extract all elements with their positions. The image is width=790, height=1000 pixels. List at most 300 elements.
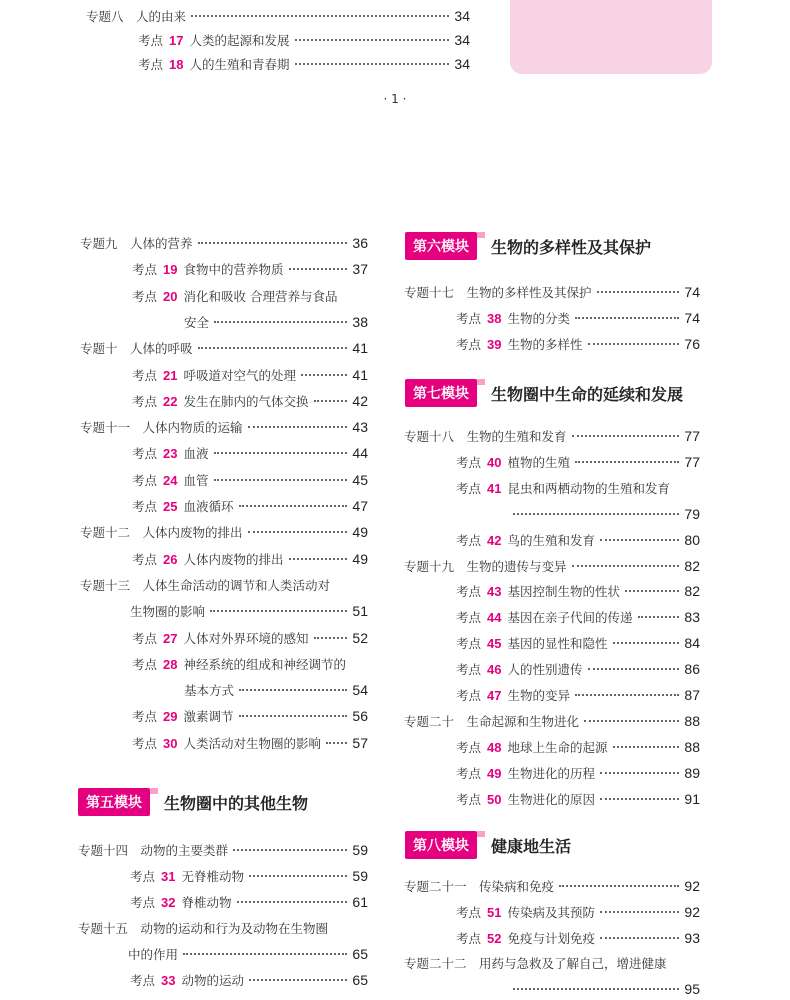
chapter-title: 专题二十 生命起源和生物进化 — [404, 713, 580, 729]
topic-row — [456, 901, 700, 923]
page-ref: 80 — [684, 531, 700, 548]
topic-number: 19 — [163, 262, 178, 278]
leader-dots — [326, 742, 347, 744]
topic-label — [456, 309, 570, 327]
topic-row — [132, 442, 368, 464]
topic-row — [456, 451, 700, 473]
topic-title: 人类活动对生物圈的影响 — [183, 735, 321, 751]
topic-number: 25 — [163, 499, 178, 514]
topic-number: 26 — [163, 551, 178, 567]
page-ref: 42 — [352, 392, 368, 409]
topic-prefix: 考点 — [132, 446, 158, 462]
page-ref: 34 — [454, 56, 470, 72]
page-ref: 34 — [454, 8, 470, 24]
leader-dots — [233, 849, 347, 851]
topic-row — [138, 53, 470, 75]
topic-prefix: 考点 — [456, 584, 482, 600]
topic-title: 呼吸道对空气的处理 — [183, 367, 296, 383]
topic-prefix: 考点 — [456, 688, 482, 703]
chapter-title: 专题十三 人体生命活动的调节和人类活动对 — [80, 577, 331, 593]
topic-row — [132, 390, 368, 412]
page-ref: 92 — [684, 903, 700, 920]
topic-title: 人体对外界环境的感知 — [183, 630, 309, 646]
topic-row — [132, 548, 368, 570]
chapter-title: 专题九 人体的营养 — [80, 236, 193, 251]
page-ref: 92 — [684, 878, 700, 894]
chapter-row — [80, 232, 368, 254]
chapter-row — [404, 425, 700, 447]
topic-row — [132, 732, 368, 754]
leader-dots — [183, 953, 347, 955]
leader-dots — [638, 616, 680, 618]
leader-dots — [575, 317, 679, 319]
topic-title-continued: 基本方式 — [184, 683, 235, 699]
leader-dots — [249, 875, 347, 877]
topic-number: 21 — [163, 367, 178, 383]
topic-title: 基因在亲子代间的传递 — [507, 610, 633, 626]
module-tag: 第五模块 — [78, 788, 150, 816]
page-ref: 74 — [684, 310, 700, 326]
topic-row-continued — [508, 978, 700, 1000]
topic-title: 激素调节 — [183, 709, 234, 725]
topic-prefix: 考点 — [138, 33, 164, 48]
topic-label — [456, 903, 595, 921]
leader-dots — [600, 539, 679, 541]
chapter-title: 专题十五 动物的运动和行为及动物在生物圈 — [78, 921, 329, 936]
page-ref: 91 — [684, 790, 700, 807]
topic-label — [456, 790, 595, 808]
topic-title: 人体内废物的排出 — [183, 551, 284, 567]
topic-title: 地球上生命的起源 — [507, 739, 608, 755]
page-ref: 76 — [684, 336, 700, 352]
topic-row — [456, 333, 700, 355]
topic-label — [132, 497, 234, 515]
leader-dots — [249, 979, 347, 981]
topic-row-continued — [184, 311, 368, 333]
topic-number: 23 — [163, 446, 178, 462]
topic-label — [132, 366, 296, 384]
module-title: 健康地生活 — [491, 836, 572, 856]
topic-row — [456, 684, 700, 706]
chapter-row — [78, 839, 368, 861]
leader-dots — [600, 772, 679, 774]
module-tag: 第七模块 — [405, 379, 477, 407]
leader-dots — [584, 720, 679, 722]
topic-row — [130, 969, 368, 991]
page-ref: 47 — [352, 498, 368, 514]
topic-prefix: 考点 — [132, 393, 158, 409]
topic-prefix: 考点 — [456, 765, 482, 781]
module-5-header — [78, 788, 308, 816]
chapter-row-continued — [130, 600, 368, 622]
topic-label — [456, 608, 633, 626]
topic-number: 29 — [163, 709, 178, 725]
leader-dots — [295, 39, 450, 41]
topic-title: 人类的起源和发展 — [189, 33, 290, 48]
topic-number: 44 — [487, 610, 502, 626]
topic-row-continued — [508, 503, 700, 525]
page-ref: 89 — [684, 764, 700, 781]
leader-dots — [559, 885, 679, 887]
leader-dots — [572, 565, 680, 567]
page-ref: 65 — [352, 946, 368, 962]
page-ref: 93 — [684, 929, 700, 946]
leader-dots — [613, 642, 680, 644]
topic-title: 无脊椎动物 — [181, 869, 244, 884]
chapter-title-continued: 中的作用 — [128, 947, 179, 962]
leader-dots — [210, 610, 347, 612]
leader-dots — [248, 426, 348, 428]
leader-dots — [248, 531, 348, 533]
chapter-row — [86, 5, 470, 27]
page-ref: 52 — [352, 629, 368, 646]
topic-number: 24 — [163, 472, 178, 488]
chapter-title: 专题二十二 用药与急救及了解自己，增进健康 — [404, 956, 667, 972]
module-title: 生物的多样性及其保护 — [491, 237, 652, 257]
topic-label — [138, 55, 290, 73]
leader-dots — [314, 637, 348, 639]
topic-number: 41 — [487, 480, 502, 496]
topic-number: 43 — [487, 584, 502, 600]
topic-number: 39 — [487, 337, 502, 352]
topic-label — [130, 971, 244, 989]
topic-title: 人的生殖和青春期 — [189, 57, 290, 72]
module-7-header — [405, 379, 683, 407]
topic-row — [132, 653, 368, 675]
page-ref: 65 — [352, 972, 368, 988]
topic-label — [132, 629, 309, 647]
page-ref: 57 — [352, 734, 368, 751]
topic-row — [132, 469, 368, 491]
page-ref: 38 — [352, 313, 368, 330]
chapter-row — [404, 710, 700, 732]
topic-number: 51 — [487, 904, 502, 920]
topic-label — [456, 764, 595, 782]
topic-number: 20 — [163, 288, 178, 304]
page-ref: 41 — [352, 340, 368, 357]
topic-label — [132, 734, 321, 752]
topic-number: 33 — [161, 973, 176, 988]
leader-dots — [289, 268, 348, 270]
topic-prefix: 考点 — [132, 630, 158, 646]
page-ref: 59 — [352, 842, 368, 858]
topic-title: 昆虫和两栖动物的生殖和发育 — [507, 480, 670, 496]
topic-title: 食物中的营养物质 — [183, 262, 284, 278]
topic-label — [132, 444, 209, 462]
topic-title: 血管 — [183, 472, 209, 488]
page-ref: 88 — [684, 712, 700, 729]
page-ref: 95 — [684, 981, 700, 998]
page-ref: 84 — [684, 635, 700, 652]
topic-prefix: 考点 — [132, 499, 158, 514]
topic-row — [130, 865, 368, 887]
leader-dots — [198, 347, 348, 349]
topic-number: 49 — [487, 765, 502, 781]
leader-dots — [214, 479, 348, 481]
topic-title: 生物的多样性 — [507, 337, 583, 352]
page-ref: 34 — [454, 32, 470, 48]
topic-label — [132, 471, 209, 489]
topic-prefix: 考点 — [456, 311, 482, 326]
chapter-title: 专题十 人体的呼吸 — [80, 341, 193, 357]
topic-title-continued: 安全 — [184, 314, 210, 330]
topic-title: 传染病及其预防 — [507, 904, 595, 920]
topic-number: 30 — [163, 735, 178, 751]
topic-prefix: 考点 — [456, 480, 482, 496]
leader-dots — [600, 911, 679, 913]
leader-dots — [513, 513, 679, 515]
topic-label — [130, 893, 232, 911]
page-ref: 44 — [352, 445, 368, 462]
topic-label — [456, 479, 670, 497]
page-ref: 87 — [684, 687, 700, 703]
module-tag: 第六模块 — [405, 232, 477, 260]
topic-number: 17 — [169, 33, 184, 48]
topic-row — [132, 627, 368, 649]
topic-prefix: 考点 — [456, 636, 482, 652]
topic-prefix: 考点 — [132, 288, 158, 304]
topic-prefix: 考点 — [130, 895, 156, 910]
topic-label — [138, 31, 290, 49]
topic-label — [456, 660, 583, 678]
page-ref: 82 — [684, 583, 700, 600]
topic-prefix: 考点 — [132, 656, 158, 672]
page-ref: 77 — [684, 453, 700, 470]
topic-row — [456, 736, 700, 758]
page-ref: 51 — [352, 603, 368, 620]
module-tag: 第八模块 — [405, 831, 477, 859]
topic-row — [456, 632, 700, 654]
topic-row — [456, 307, 700, 329]
topic-number: 47 — [487, 688, 502, 703]
topic-label — [456, 738, 608, 756]
leader-dots — [613, 746, 680, 748]
topic-label — [456, 582, 620, 600]
page-ref: 79 — [684, 505, 700, 522]
chapter-row — [80, 416, 368, 438]
chapter-row-continued — [128, 943, 368, 965]
page-ref: 59 — [352, 868, 368, 884]
chapter-title: 专题八 人的由来 — [86, 9, 187, 24]
module-6-header — [405, 232, 651, 260]
topic-prefix: 考点 — [456, 337, 482, 352]
topic-title: 消化和吸收 合理营养与食品 — [183, 288, 338, 304]
topic-number: 50 — [487, 791, 502, 807]
topic-row — [456, 762, 700, 784]
topic-label — [132, 287, 337, 305]
leader-dots — [237, 901, 348, 903]
topic-prefix: 考点 — [132, 551, 158, 567]
page-ref: 74 — [684, 284, 700, 300]
topic-row-continued — [184, 679, 368, 701]
leader-dots — [301, 374, 347, 376]
topic-label — [132, 707, 234, 725]
topic-prefix: 考点 — [132, 472, 158, 488]
topic-row — [132, 495, 368, 517]
chapter-title: 专题十四 动物的主要类群 — [78, 843, 229, 858]
page-number: · 1 · — [383, 92, 407, 106]
topic-title: 生物的变异 — [507, 688, 570, 703]
module-8-header — [405, 831, 571, 859]
leader-dots — [214, 452, 348, 454]
chapter-row — [404, 281, 700, 303]
topic-label — [456, 634, 608, 652]
topic-prefix: 考点 — [456, 610, 482, 626]
topic-number: 38 — [487, 311, 502, 326]
topic-title: 人的性别遗传 — [507, 662, 583, 678]
leader-dots — [588, 668, 680, 670]
topic-title: 基因控制生物的性状 — [507, 584, 620, 600]
page-ref: 82 — [684, 557, 700, 574]
topic-prefix: 考点 — [456, 532, 482, 548]
topic-row — [456, 927, 700, 949]
topic-label — [130, 867, 244, 885]
topic-prefix: 考点 — [456, 662, 482, 678]
topic-prefix: 考点 — [130, 973, 156, 988]
topic-number: 31 — [161, 869, 176, 884]
topic-title: 免疫与计划免疫 — [507, 930, 595, 946]
topic-prefix: 考点 — [456, 904, 482, 920]
chapter-row — [80, 337, 368, 359]
chapter-row — [404, 555, 700, 577]
topic-title: 鸟的生殖和发育 — [507, 532, 595, 548]
topic-prefix: 考点 — [132, 735, 158, 751]
topic-label — [456, 453, 570, 471]
topic-row — [456, 658, 700, 680]
topic-row — [130, 891, 368, 913]
topic-title: 生物进化的历程 — [507, 765, 595, 781]
topic-number: 28 — [163, 656, 178, 672]
page-ref: 37 — [352, 261, 368, 278]
chapter-title: 专题十一 人体内物质的运输 — [80, 420, 243, 436]
page-ref: 43 — [352, 419, 368, 436]
module-title: 生物圈中的其他生物 — [164, 793, 309, 813]
leader-dots — [239, 715, 348, 717]
page-ref: 61 — [352, 894, 368, 910]
topic-label — [132, 655, 346, 673]
chapter-title: 专题十八 生物的生殖和发育 — [404, 429, 567, 444]
topic-label — [132, 260, 284, 278]
topic-prefix: 考点 — [456, 454, 482, 470]
topic-row — [456, 788, 700, 810]
leader-dots — [588, 343, 680, 345]
topic-row — [132, 258, 368, 280]
page-ref: 49 — [352, 550, 368, 567]
topic-row — [456, 477, 700, 499]
leader-dots — [513, 988, 679, 990]
leader-dots — [572, 435, 680, 437]
chapter-row — [80, 574, 368, 596]
topic-number: 42 — [487, 532, 502, 548]
page-ref: 56 — [352, 708, 368, 725]
chapter-row — [404, 875, 700, 897]
topic-title: 发生在肺内的气体交换 — [183, 393, 309, 409]
topic-prefix: 考点 — [456, 791, 482, 807]
leader-dots — [295, 63, 450, 65]
leader-dots — [575, 461, 679, 463]
leader-dots — [214, 321, 347, 323]
page-ref: 88 — [684, 738, 700, 755]
topic-prefix: 考点 — [132, 367, 158, 383]
topic-number: 32 — [161, 895, 176, 910]
leader-dots — [597, 291, 680, 293]
leader-dots — [239, 505, 348, 507]
chapter-title: 专题十二 人体内废物的排出 — [80, 525, 243, 541]
topic-title: 生物的分类 — [507, 311, 570, 326]
page-ref: 77 — [684, 428, 700, 444]
decorative-pink-panel — [510, 0, 712, 74]
topic-row — [456, 580, 700, 602]
topic-number: 27 — [163, 630, 178, 646]
topic-row — [132, 285, 368, 307]
topic-label — [456, 686, 570, 704]
chapter-title: 专题二十一 传染病和免疫 — [404, 879, 555, 894]
page-ref: 36 — [352, 235, 368, 251]
topic-label — [456, 335, 583, 353]
topic-number: 52 — [487, 930, 502, 946]
topic-row — [456, 529, 700, 551]
topic-prefix: 考点 — [456, 739, 482, 755]
topic-prefix: 考点 — [130, 869, 156, 884]
page-ref: 54 — [352, 682, 368, 699]
chapter-row — [404, 952, 700, 974]
topic-prefix: 考点 — [456, 930, 482, 946]
leader-dots — [625, 590, 679, 592]
leader-dots — [239, 689, 347, 691]
topic-title: 动物的运动 — [181, 973, 244, 988]
leader-dots — [600, 937, 679, 939]
topic-title: 生物进化的原因 — [507, 791, 595, 807]
chapter-title-continued: 生物圈的影响 — [130, 604, 206, 620]
leader-dots — [600, 798, 679, 800]
chapter-title: 专题十九 生物的遗传与变异 — [404, 558, 567, 574]
topic-title: 植物的生殖 — [507, 454, 570, 470]
module-title: 生物圈中生命的延续和发展 — [491, 384, 684, 404]
topic-label — [456, 531, 595, 549]
page-ref: 49 — [352, 524, 368, 541]
chapter-row — [80, 521, 368, 543]
leader-dots — [191, 15, 449, 17]
page-ref: 86 — [684, 661, 700, 678]
leader-dots — [314, 400, 348, 402]
page-ref: 41 — [352, 366, 368, 383]
topic-number: 40 — [487, 454, 502, 470]
topic-row — [132, 364, 368, 386]
leader-dots — [289, 558, 348, 560]
topic-row — [132, 705, 368, 727]
topic-label — [132, 550, 284, 568]
topic-prefix: 考点 — [132, 709, 158, 725]
topic-title: 基因的显性和隐性 — [507, 636, 608, 652]
page-ref: 83 — [684, 609, 700, 626]
page-ref: 45 — [352, 471, 368, 488]
topic-row — [456, 606, 700, 628]
topic-title: 神经系统的组成和神经调节的 — [183, 656, 346, 672]
topic-number: 46 — [487, 662, 502, 678]
topic-title: 血液循环 — [183, 499, 234, 514]
topic-prefix: 考点 — [138, 57, 164, 72]
topic-row — [138, 29, 470, 51]
topic-label — [132, 392, 309, 410]
topic-prefix: 考点 — [132, 262, 158, 278]
leader-dots — [575, 694, 679, 696]
chapter-row — [78, 917, 368, 939]
topic-number: 48 — [487, 739, 502, 755]
leader-dots — [198, 242, 348, 244]
topic-label — [456, 929, 595, 947]
topic-title: 血液 — [183, 446, 209, 462]
topic-number: 45 — [487, 636, 502, 652]
